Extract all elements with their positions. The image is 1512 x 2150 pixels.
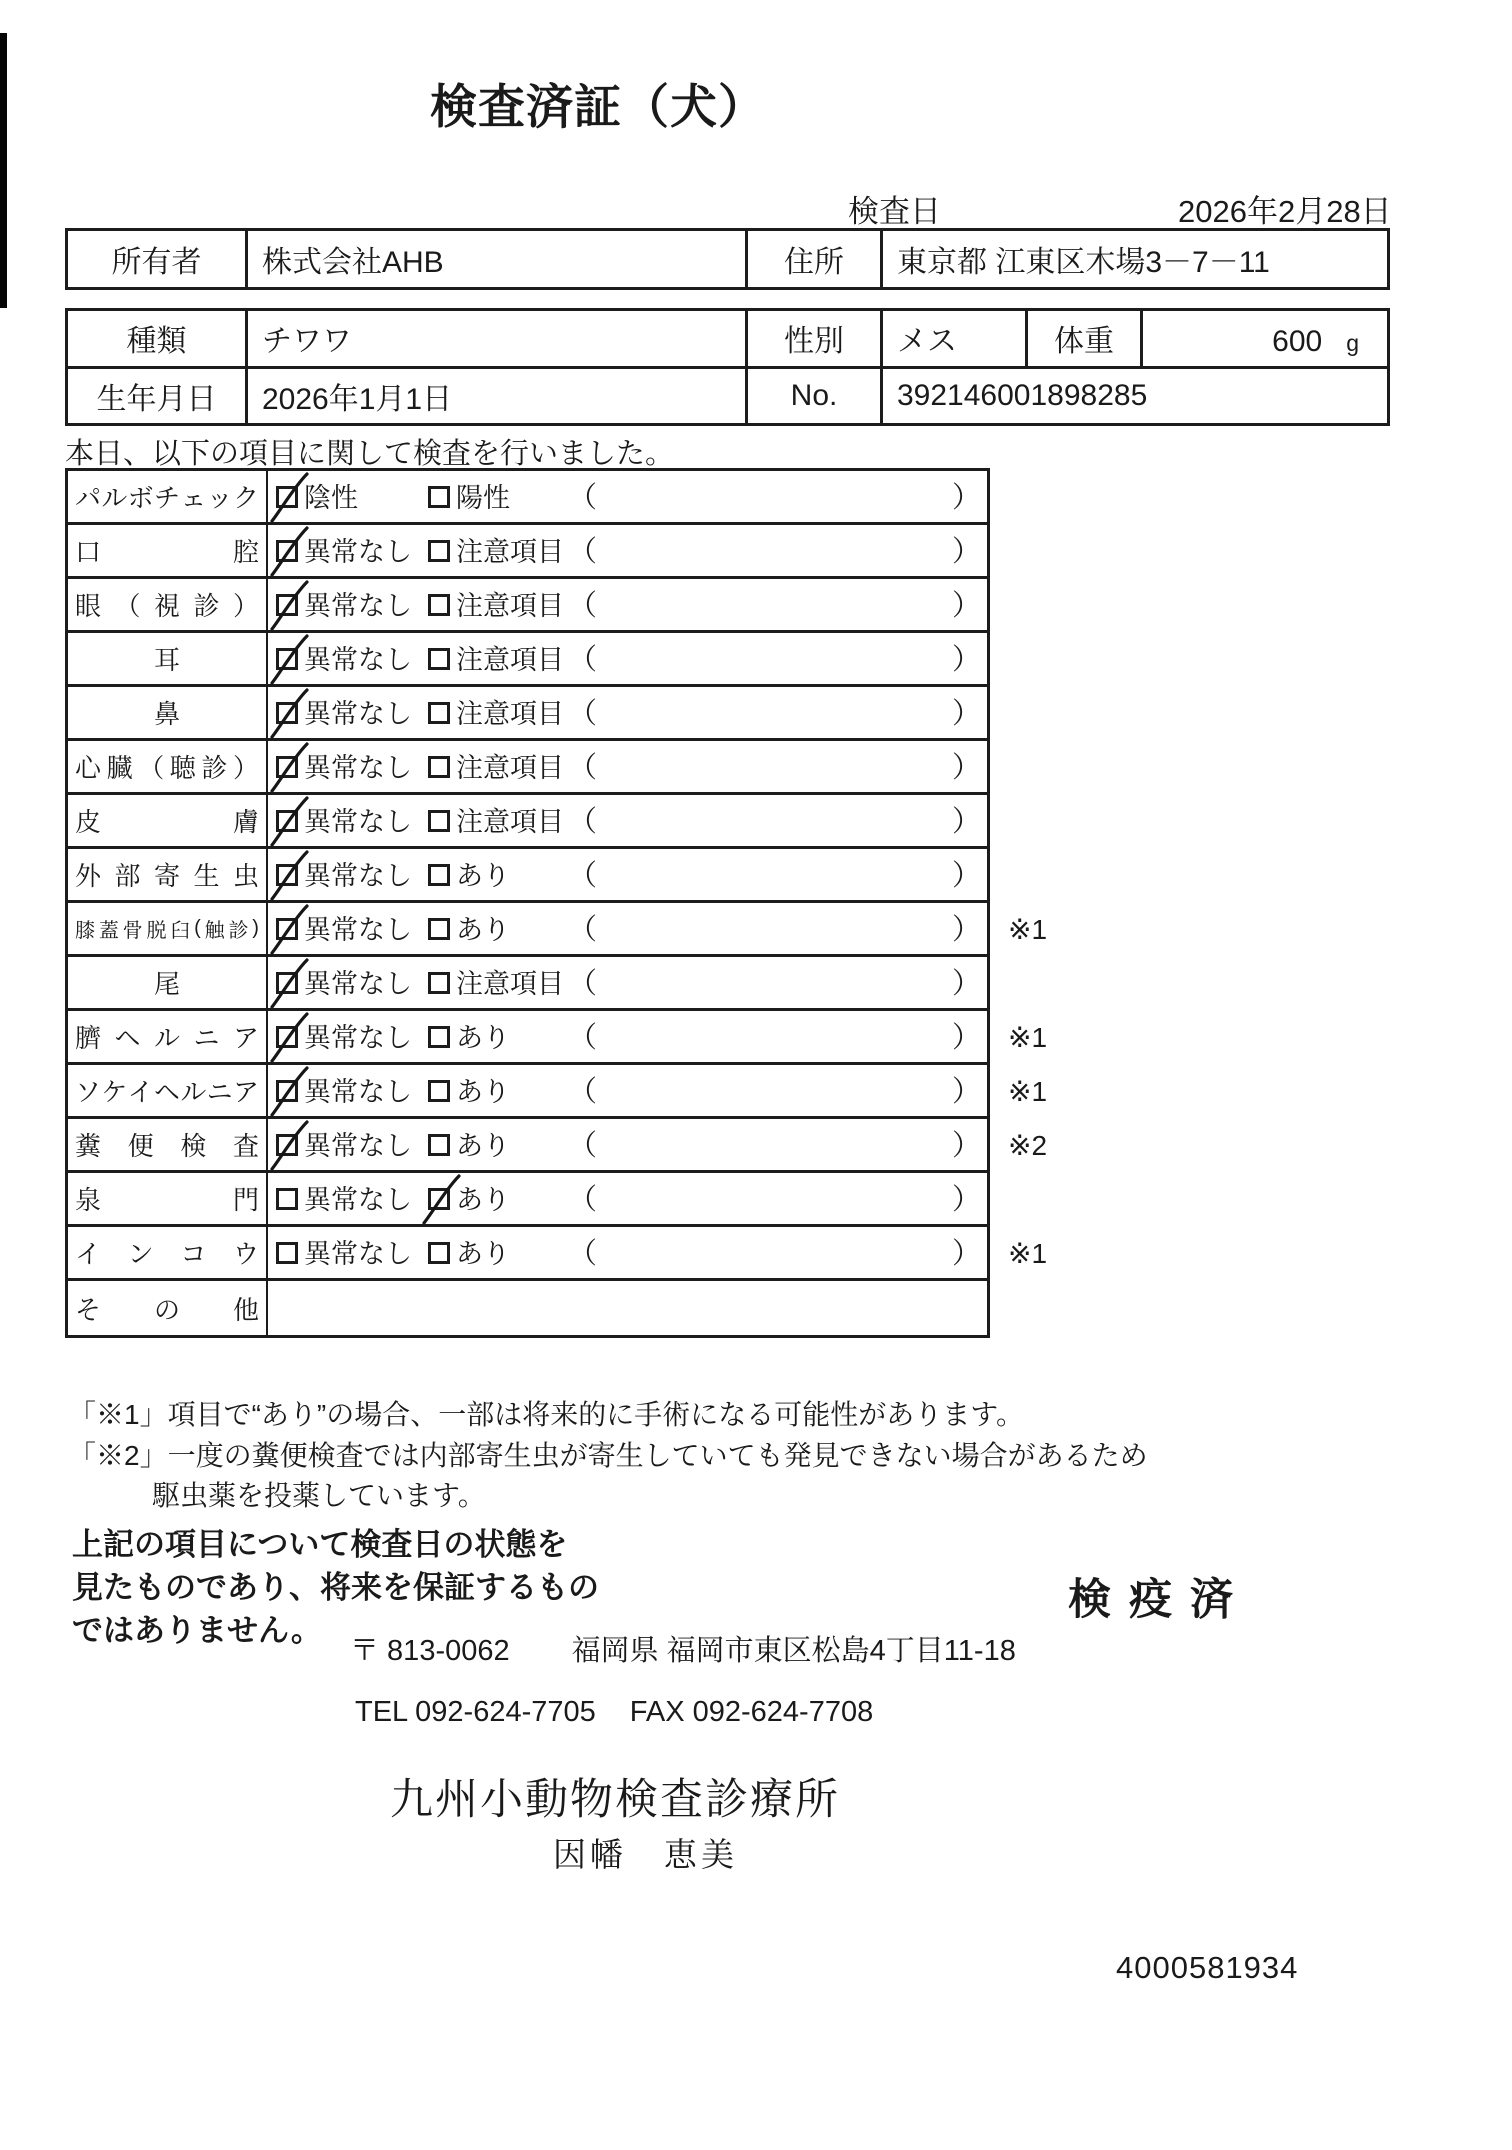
checkbox-icon xyxy=(428,810,450,832)
checklist-row xyxy=(68,1281,987,1335)
item-char: チ xyxy=(153,483,180,513)
item-char: ） xyxy=(232,753,259,783)
checklist-options-cell xyxy=(268,1281,987,1335)
weight-value-cell xyxy=(1143,311,1387,366)
item-char: 検 xyxy=(180,1131,207,1161)
item-char: ソ xyxy=(75,1077,102,1107)
option1-label: 異常なし xyxy=(304,699,412,729)
item-char: 尾 xyxy=(153,969,180,999)
disclaimer-line: 上記の項目について検査日の状態を xyxy=(72,1527,568,1562)
checkbox-icon xyxy=(428,972,450,994)
item-char: ヘ xyxy=(153,1077,180,1107)
checklist-options-cell xyxy=(268,957,987,1008)
paren-open-mark: （ xyxy=(568,1130,598,1162)
option2-label: あり xyxy=(456,1185,510,1215)
checklist-options-cell xyxy=(268,1011,987,1062)
birth-value: 2026年1月1日 xyxy=(248,369,748,424)
checklist-row xyxy=(68,1011,1048,1065)
checklist-options-cell xyxy=(268,1119,987,1170)
birth-label: 生年月日 xyxy=(68,369,248,424)
checklist-options-cell xyxy=(268,687,987,738)
item-char: ル xyxy=(180,1077,207,1107)
paren-open-mark: （ xyxy=(568,1022,598,1054)
address-label: 住所 xyxy=(748,231,883,287)
item-char: ル xyxy=(101,483,128,513)
item-char: の xyxy=(153,1294,180,1325)
checklist-options-cell xyxy=(268,795,987,846)
item-char: 聴 xyxy=(169,753,196,783)
item-char: 心 xyxy=(75,753,102,783)
checklist-options-cell xyxy=(268,633,987,684)
address-value: 東京都 江東区木場3－7－11 xyxy=(897,246,1270,279)
item-char: 耳 xyxy=(153,645,180,675)
checklist-item-cell xyxy=(68,795,268,846)
inspection-date-label: 検査日 xyxy=(848,194,941,229)
item-char: 寄 xyxy=(153,861,180,891)
sex-label: 性別 xyxy=(748,311,883,366)
checklist-item-cell xyxy=(68,957,268,1008)
veterinarian-name: 因幡 恵美 xyxy=(553,1836,738,1873)
option1-label: 異常なし xyxy=(304,861,412,891)
option2-label: あり xyxy=(456,861,510,891)
row-note: ※1 xyxy=(1008,1022,1048,1053)
item-char: 虫 xyxy=(232,861,259,891)
option2-label: 注意項目 xyxy=(456,969,564,999)
checklist-item-cell xyxy=(68,579,268,630)
option1-label: 異常なし xyxy=(304,753,412,783)
item-char: 糞 xyxy=(75,1131,102,1161)
item-char: 骨 xyxy=(122,920,143,942)
option1-label: 異常なし xyxy=(304,1239,412,1269)
paren-close-mark: ） xyxy=(952,698,982,730)
checkbox-icon xyxy=(428,486,450,508)
row-note: ※1 xyxy=(1008,1076,1048,1107)
postal-code: 〒 813-0062 xyxy=(350,1635,510,1667)
item-char: 便 xyxy=(127,1131,154,1161)
clinic-fax: FAX 092-624-7708 xyxy=(629,1696,874,1728)
breed-label: 種類 xyxy=(68,311,248,366)
pet-row-2 xyxy=(68,369,1387,424)
item-char: イ xyxy=(127,1077,154,1107)
paren-close-mark: ） xyxy=(952,536,982,568)
clinic-address: 福岡県 福岡市東区松島4丁目11-18 xyxy=(571,1635,1016,1667)
checkbox-icon xyxy=(428,1242,450,1264)
item-char: 膝 xyxy=(75,920,95,942)
item-char: イ xyxy=(75,1239,102,1269)
option2-label: 注意項目 xyxy=(456,591,564,621)
clinic-tel: TEL 092-624-7705 xyxy=(355,1696,596,1728)
option2-label: あり xyxy=(456,1077,510,1107)
option2-label: 注意項目 xyxy=(456,645,564,675)
footnote-2: 「※2」一度の糞便検査では内部寄生虫が寄生していても発見できない場合があるため xyxy=(68,1440,1148,1471)
checkbox-icon xyxy=(428,540,450,562)
item-char: （ xyxy=(114,591,141,621)
option1-label: 異常なし xyxy=(304,591,412,621)
item-char: 蓋 xyxy=(98,920,119,942)
option1-label: 異常なし xyxy=(304,645,412,675)
item-char: 鼻 xyxy=(153,699,180,729)
checklist-item-cell xyxy=(68,741,268,792)
checklist-item-cell xyxy=(68,633,268,684)
item-char: ル xyxy=(153,1023,180,1053)
item-char: 生 xyxy=(193,861,220,891)
item-char: 査 xyxy=(232,1131,259,1161)
option1-label: 異常なし xyxy=(304,537,412,567)
clinic-tel-line xyxy=(355,1696,873,1729)
disclaimer-line: ではありません。 xyxy=(72,1613,322,1648)
paren-close-mark: ） xyxy=(952,806,982,838)
item-char: 外 xyxy=(75,861,102,891)
item-char: 他 xyxy=(232,1294,259,1325)
checkbox-icon xyxy=(276,1188,298,1210)
paren-close-mark: ） xyxy=(952,1076,982,1108)
checklist-options-cell xyxy=(268,849,987,900)
row-note: ※2 xyxy=(1008,1130,1048,1161)
paren-open-mark: （ xyxy=(568,806,598,838)
quarantine-stamp: 検疫済 xyxy=(1068,1576,1251,1624)
checklist-item-cell xyxy=(68,525,268,576)
item-char: 脱 xyxy=(146,920,167,942)
item-char: 腔 xyxy=(232,537,259,567)
disclaimer-line: 見たものであり、将来を保証するもの xyxy=(72,1570,599,1605)
item-char: 視 xyxy=(153,591,180,621)
paren-open-mark: （ xyxy=(568,536,598,568)
item-char: 皮 xyxy=(75,807,102,837)
serial-number: 4000581934 xyxy=(1116,1950,1299,1985)
item-char: ッ xyxy=(206,483,233,513)
option1-label: 異常なし xyxy=(304,1023,412,1053)
item-char: 臼 xyxy=(170,920,191,942)
option1-label: 陰性 xyxy=(304,483,358,513)
option1-label: 異常なし xyxy=(304,1131,412,1161)
weight-value: 600 xyxy=(1272,325,1323,358)
item-char: 診 xyxy=(228,920,249,942)
item-char: ニ xyxy=(193,1023,220,1053)
checklist-row xyxy=(68,849,987,903)
checkbox-icon xyxy=(428,1080,450,1102)
item-char: 部 xyxy=(114,861,141,891)
checklist-item-cell xyxy=(68,1227,268,1278)
owner-table xyxy=(65,228,1390,290)
checklist-row xyxy=(68,471,987,525)
no-label: No. xyxy=(748,369,883,424)
checklist-options-cell xyxy=(268,471,987,522)
checklist-row xyxy=(68,1119,1048,1173)
checklist-row xyxy=(68,525,987,579)
scan-artifact xyxy=(0,33,7,308)
item-char: 門 xyxy=(232,1185,259,1215)
item-char: ケ xyxy=(101,1077,128,1107)
checklist-table xyxy=(65,468,1048,1338)
pet-row-1 xyxy=(68,311,1387,369)
pet-table xyxy=(65,308,1390,426)
paren-open-mark: （ xyxy=(568,860,598,892)
paren-open-mark: （ xyxy=(568,914,598,946)
paren-close-mark: ） xyxy=(952,482,982,514)
paren-open-mark: （ xyxy=(568,1076,598,1108)
option1-label: 異常なし xyxy=(304,807,412,837)
footnote-1: 「※1」項目で“あり”の場合、一部は将来的に手術になる可能性があります。 xyxy=(68,1399,1024,1430)
checklist-item-cell xyxy=(68,1065,268,1116)
paren-open-mark: （ xyxy=(568,590,598,622)
paren-open-mark: （ xyxy=(568,698,598,730)
item-char: ン xyxy=(127,1239,154,1269)
option1-label: 異常なし xyxy=(304,969,412,999)
sex-value: メス xyxy=(883,311,1028,366)
item-char: ク xyxy=(232,483,259,513)
checkbox-icon xyxy=(428,594,450,616)
option2-label: 注意項目 xyxy=(456,537,564,567)
item-char: 臓 xyxy=(106,753,133,783)
paren-open-mark: （ xyxy=(568,644,598,676)
option1-label: 異常なし xyxy=(304,915,412,945)
row-note: ※1 xyxy=(1008,1238,1048,1269)
item-char: ( xyxy=(194,917,201,939)
checklist-item-cell xyxy=(68,1281,268,1335)
checkbox-icon xyxy=(428,918,450,940)
item-char: コ xyxy=(180,1239,207,1269)
option2-label: あり xyxy=(456,1131,510,1161)
item-char: ニ xyxy=(206,1077,233,1107)
page-title: 検査済証（犬） xyxy=(430,80,766,133)
paren-close-mark: ） xyxy=(952,644,982,676)
checklist-options-cell xyxy=(268,1173,987,1224)
weight-label: 体重 xyxy=(1028,311,1143,366)
checklist-item-cell xyxy=(68,849,268,900)
checklist-item-cell xyxy=(68,1173,268,1224)
checklist-row xyxy=(68,633,987,687)
item-char: ウ xyxy=(232,1239,259,1269)
item-char: ア xyxy=(232,1023,259,1053)
checklist-item-cell xyxy=(68,471,268,522)
owner-value: 株式会社AHB xyxy=(248,231,748,287)
option1-label: 異常なし xyxy=(304,1077,412,1107)
checkbox-icon xyxy=(276,1242,298,1264)
paren-open-mark: （ xyxy=(568,752,598,784)
checklist-row xyxy=(68,957,987,1011)
clinic-postal-line xyxy=(350,1628,1016,1669)
paren-open-mark: （ xyxy=(568,1238,598,1270)
checkbox-icon xyxy=(428,756,450,778)
checklist-options-cell xyxy=(268,903,987,954)
option2-label: 陽性 xyxy=(456,483,510,513)
item-char: 触 xyxy=(204,920,225,942)
option2-label: 注意項目 xyxy=(456,699,564,729)
item-char: 診 xyxy=(201,753,228,783)
checklist-item-cell xyxy=(68,687,268,738)
checklist-row xyxy=(68,1227,1048,1281)
checklist-row xyxy=(68,1065,1048,1119)
item-char: そ xyxy=(75,1294,102,1325)
checklist-row xyxy=(68,741,987,795)
paren-close-mark: ） xyxy=(952,752,982,784)
item-char: ) xyxy=(252,917,259,939)
checkbox-icon xyxy=(428,1026,450,1048)
checkbox-icon xyxy=(428,648,450,670)
item-char: 膚 xyxy=(232,807,259,837)
item-char: ア xyxy=(232,1077,259,1107)
checklist-options-cell xyxy=(268,579,987,630)
paren-close-mark: ） xyxy=(952,1238,982,1270)
option2-label: あり xyxy=(456,1239,510,1269)
checkbox-icon xyxy=(428,702,450,724)
footnote-2-continued: 駆虫薬を投薬しています。 xyxy=(152,1480,486,1511)
item-char: ） xyxy=(232,591,259,621)
option2-label: 注意項目 xyxy=(456,753,564,783)
option2-label: あり xyxy=(456,1023,510,1053)
item-char: （ xyxy=(138,753,165,783)
checklist-options-cell xyxy=(268,741,987,792)
item-char: 口 xyxy=(75,537,102,567)
checkbox-icon xyxy=(428,864,450,886)
checklist-item-cell xyxy=(68,903,268,954)
paren-close-mark: ） xyxy=(952,914,982,946)
checklist-row xyxy=(68,1173,987,1227)
checklist-options-cell xyxy=(268,525,987,576)
checklist-item-cell xyxy=(68,1119,268,1170)
paren-open-mark: （ xyxy=(568,482,598,514)
checkbox-icon xyxy=(428,1134,450,1156)
row-note: ※1 xyxy=(1008,914,1048,945)
checklist-row xyxy=(68,795,987,849)
item-char: 泉 xyxy=(75,1185,102,1215)
inspection-date-value: 2026年2月28日 xyxy=(1178,194,1392,229)
paren-open-mark: （ xyxy=(568,1184,598,1216)
checklist-item-cell xyxy=(68,1011,268,1062)
breed-value: チワワ xyxy=(248,311,748,366)
checklist-row xyxy=(68,687,987,741)
item-char: 診 xyxy=(193,591,220,621)
item-char: ェ xyxy=(180,483,207,513)
clinic-name: 九州小動物検査診療所 xyxy=(390,1776,840,1824)
option1-label: 異常なし xyxy=(304,1185,412,1215)
paren-close-mark: ） xyxy=(952,860,982,892)
item-char: ヘ xyxy=(114,1023,141,1053)
paren-close-mark: ） xyxy=(952,1130,982,1162)
checklist-row xyxy=(68,903,1048,957)
paren-close-mark: ） xyxy=(952,590,982,622)
paren-close-mark: ） xyxy=(952,1184,982,1216)
paren-close-mark: ） xyxy=(952,968,982,1000)
checklist-options-cell xyxy=(268,1065,987,1116)
paren-close-mark: ） xyxy=(952,1022,982,1054)
option2-label: あり xyxy=(456,915,510,945)
intro-text: 本日、以下の項目に関して検査を行いました。 xyxy=(65,438,675,470)
checklist-options-cell xyxy=(268,1227,987,1278)
paren-open-mark: （ xyxy=(568,968,598,1000)
no-value: 392146001898285 xyxy=(897,378,1148,412)
owner-label: 所有者 xyxy=(68,231,248,287)
weight-unit: g xyxy=(1346,330,1359,356)
item-char: 臍 xyxy=(75,1023,102,1053)
checklist-row xyxy=(68,579,987,633)
item-char: パ xyxy=(75,483,102,513)
option2-label: 注意項目 xyxy=(456,807,564,837)
item-char: ボ xyxy=(127,483,154,513)
item-char: 眼 xyxy=(75,591,102,621)
